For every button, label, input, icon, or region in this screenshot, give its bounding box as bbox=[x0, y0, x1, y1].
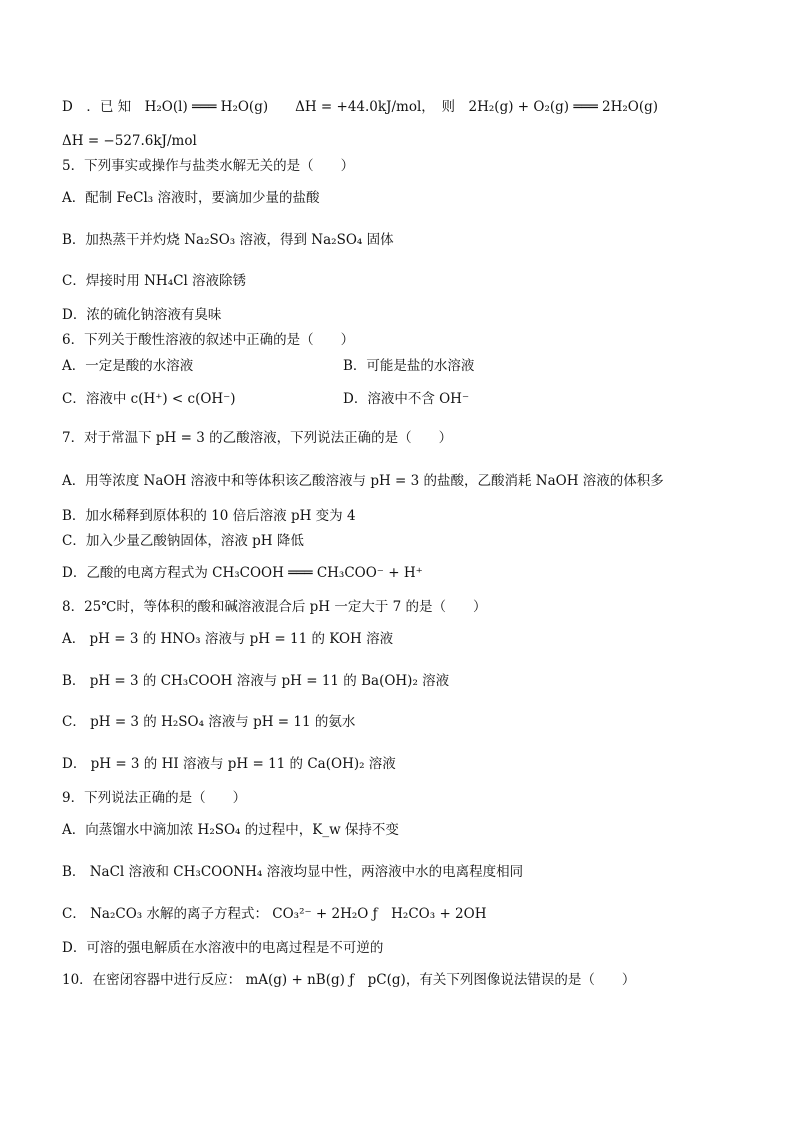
question-9-option-d: D．可溶的强电解质在水溶液中的电离过程是不可逆的 bbox=[62, 940, 384, 956]
question-10-stem: 10．在密闭容器中进行反应： mA(g) + nB(g) ƒ pC(g)，有关下列图像说法错误的是（ ） bbox=[62, 972, 636, 988]
option-d-thermo-line2: ΔH = −527.6kJ/mol bbox=[62, 133, 197, 149]
question-6-stem: 6．下列关于酸性溶液的叙述中正确的是（ ） bbox=[62, 332, 355, 348]
question-6-option-c: C．溶液中 c(H⁺) < c(OH⁻) bbox=[62, 391, 236, 407]
question-8-option-d: D． pH = 3 的 HI 溶液与 pH = 11 的 Ca(OH)₂ 溶液 bbox=[62, 756, 396, 772]
question-5-option-a: A．配制 FeCl₃ 溶液时，要滴加少量的盐酸 bbox=[62, 190, 320, 206]
question-9-option-b: B． NaCl 溶液和 CH₃COONH₄ 溶液均显中性，两溶液中水的电离程度相同 bbox=[62, 864, 524, 880]
question-7-option-d: D．乙酸的电离方程式为 CH₃COOH ═══ CH₃COO⁻ + H⁺ bbox=[62, 565, 423, 581]
question-7-stem: 7．对于常温下 pH = 3 的乙酸溶液，下列说法正确的是（ ） bbox=[62, 430, 453, 446]
question-7-option-b: B．加水稀释到原体积的 10 倍后溶液 pH 变为 4 bbox=[62, 508, 356, 524]
question-6-option-d: D．溶液中不含 OH⁻ bbox=[343, 391, 470, 407]
question-8-stem: 8．25℃时，等体积的酸和碱溶液混合后 pH 一定大于 7 的是（ ） bbox=[62, 599, 487, 615]
question-9-stem: 9．下列说法正确的是（ ） bbox=[62, 790, 247, 806]
question-7-option-c: C．加入少量乙酸钠固体，溶液 pH 降低 bbox=[62, 533, 304, 549]
question-5-option-b: B．加热蒸干并灼烧 Na₂SO₃ 溶液，得到 Na₂SO₄ 固体 bbox=[62, 232, 394, 248]
question-8-option-c: C． pH = 3 的 H₂SO₄ 溶液与 pH = 11 的氨水 bbox=[62, 714, 356, 730]
question-9-option-c: C． Na₂CO₃ 水解的离子方程式： CO₃²⁻ + 2H₂O ƒ H₂CO₃ + 2OH bbox=[62, 906, 487, 922]
question-6-option-b: B．可能是盐的水溶液 bbox=[343, 358, 475, 374]
question-7-option-a: A．用等浓度 NaOH 溶液中和等体积该乙酸溶液与 pH = 3 的盐酸，乙酸消耗 NaOH 溶液的体积多 bbox=[62, 473, 664, 489]
question-9-option-a: A．向蒸馏水中滴加浓 H₂SO₄ 的过程中，K_w 保持不变 bbox=[62, 822, 399, 838]
question-6-option-a: A．一定是酸的水溶液 bbox=[62, 358, 194, 374]
question-5-option-c: C．焊接时用 NH₄Cl 溶液除锈 bbox=[62, 273, 247, 289]
question-5-stem: 5．下列事实或操作与盐类水解无关的是（ ） bbox=[62, 158, 355, 174]
question-8-option-b: B． pH = 3 的 CH₃COOH 溶液与 pH = 11 的 Ba(OH)₂ 溶液 bbox=[62, 673, 450, 689]
question-5-option-d: D．浓的硫化钠溶液有臭味 bbox=[62, 307, 222, 323]
question-8-option-a: A． pH = 3 的 HNO₃ 溶液与 pH = 11 的 KOH 溶液 bbox=[62, 631, 394, 647]
option-d-thermo-line1: D ．已 知 H₂O(l) ═══ H₂O(g) ΔH = +44.0kJ/mol， 则 2H₂(g) + O₂(g) ═══ 2H₂O(g) bbox=[62, 99, 659, 115]
